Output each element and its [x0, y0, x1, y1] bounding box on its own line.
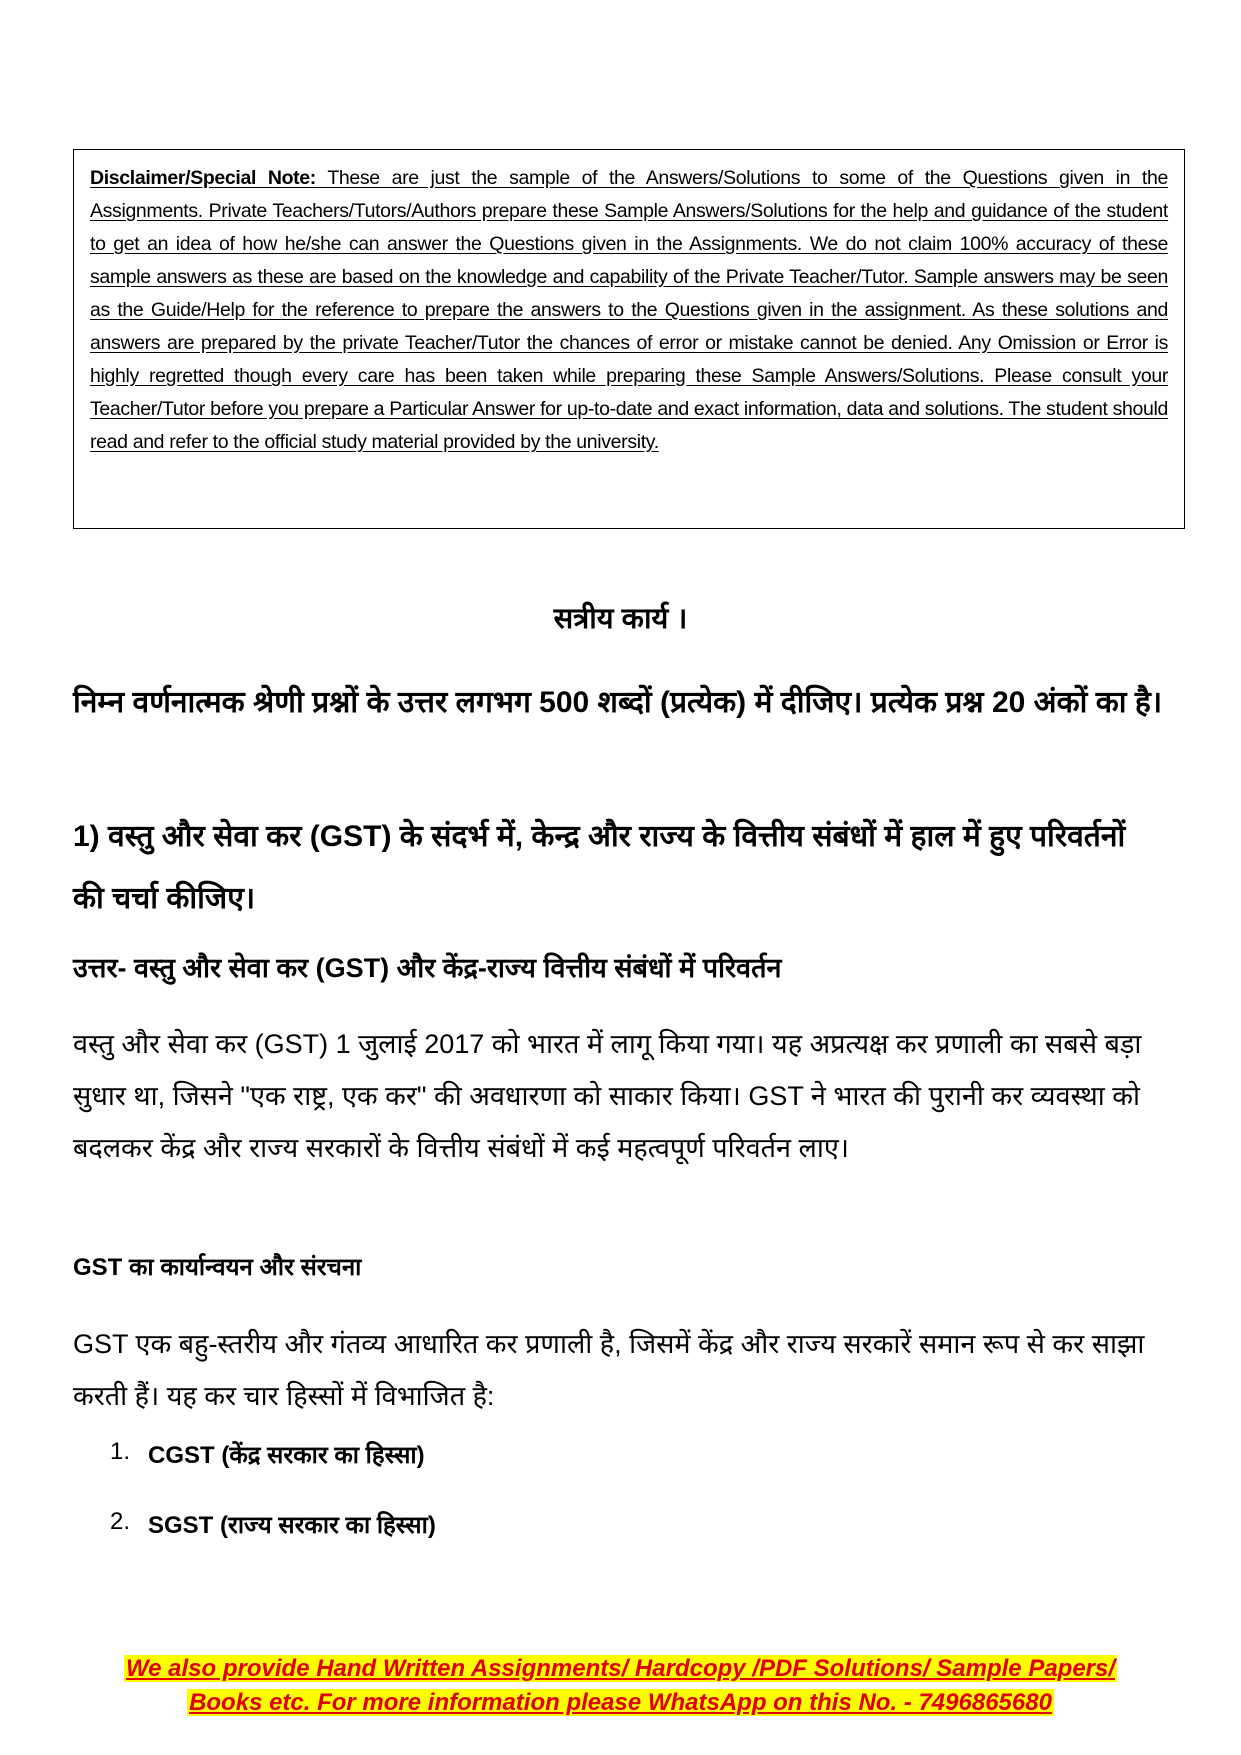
- paragraph-intro: वस्तु और सेवा कर (GST) 1 जुलाई 2017 को भारत में लागू किया गया। यह अप्रत्यक्ष कर प्रणाली का सबसे बड़ा सुधार था, जिसने "एक राष्ट्र, एक कर" की अवधारणा को साकार किया। GST ने भारत की पुरानी कर व्यवस्था को बदलकर केंद्र और राज्य सरकारों के वित्तीय संबंधों में कई महत्वपूर्ण परिवर्तन लाए।: [73, 1029, 1142, 1163]
- question-1: 1) वस्तु और सेवा कर (GST) के संदर्भ में, केन्द्र और राज्य के वित्तीय संबंधों में हाल में हुए परिवर्तनों की चर्चा कीजिए।: [73, 820, 1126, 915]
- list-number: 1.: [110, 1438, 131, 1465]
- list-text: CGST (केंद्र सरकार का हिस्सा): [148, 1442, 425, 1469]
- disclaimer-box: [73, 149, 1185, 529]
- disclaimer-label: Disclaimer/Special Note:: [90, 167, 316, 189]
- paragraph-structure: GST एक बहु-स्तरीय और गंतव्य आधारित कर प्रणाली है, जिसमें केंद्र और राज्य सरकारें समान रूप से कर साझा करती हैं। यह कर चार हिस्सों में विभाजित है:: [73, 1329, 1145, 1411]
- promo-line-2: Books etc. For more information please WhatsApp on this No. - 7496865680: [189, 1689, 1052, 1716]
- promo-footer: [0, 1652, 1241, 1720]
- gst-components-list: [110, 1438, 436, 1578]
- list-text: SGST (राज्य सरकार का हिस्सा): [148, 1512, 436, 1539]
- page-title: सत्रीय कार्य ।: [553, 603, 688, 635]
- instructions: निम्न वर्णनात्मक श्रेणी प्रश्नों के उत्तर लगभग 500 शब्दों (प्रत्येक) में दीजिए। प्रत्येक प्रश्न 20 अंकों का है।: [73, 686, 1163, 719]
- promo-line-1: We also provide Hand Written Assignments/ Hardcopy /PDF Solutions/ Sample Papers/: [125, 1655, 1116, 1682]
- disclaimer-text: [90, 162, 1168, 459]
- disclaimer-body: These are just the sample of the Answers/Solutions to some of the Questions given in the Assignments. Private Teachers/Tutors/Authors prepare these Sample Answers/Solutions for the help and guidance of the student to get an idea of how he/she can answer the Questions given in the Assignments. We do not claim 100% accuracy of these sample answers as these are based on the knowledge and capability of the Private Teacher/Tutor. Sample answers may be seen as the Guide/Help for the reference to prepare the answers to the Questions given in the assignment. As these solutions and answers are prepared by the private Teacher/Tutor the chances of error or mistake cannot be denied. Any Omission or Error is highly regretted though every care has been taken while preparing these Sample Answers/Solutions. Please consult your Teacher/Tutor before you prepare a Particular Answer for up-to-date and exact information, data and solutions. The student should read and refer to the official study material provided by the university.: [90, 167, 1168, 453]
- list-item: [110, 1438, 436, 1508]
- list-number: 2.: [110, 1508, 131, 1535]
- section-heading: GST का कार्यान्वयन और संरचना: [73, 1254, 362, 1281]
- answer-heading: उत्तर- वस्तु और सेवा कर (GST) और केंद्र-राज्य वित्तीय संबंधों में परिवर्तन: [73, 953, 782, 983]
- list-item: [110, 1508, 436, 1578]
